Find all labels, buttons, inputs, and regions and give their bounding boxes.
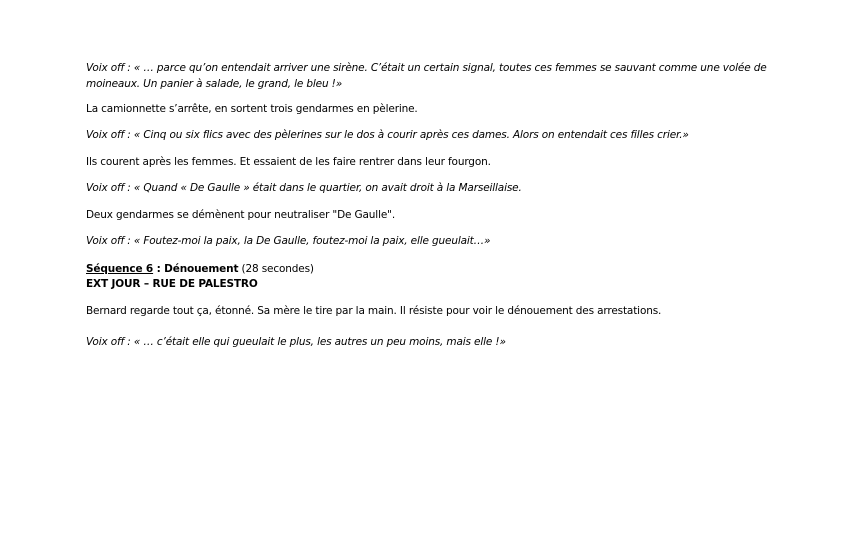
voiceover-line: Voix off : « … c’était elle qui gueulait le plus, les autres un peu moins, mais elle !»	[86, 336, 506, 348]
sequence-title: Dénouement	[164, 263, 239, 275]
action-line: Bernard regarde tout ça, étonné. Sa mère le tire par la main. Il résiste pour voir le dénouement des arrestations.	[86, 305, 662, 317]
sequence-separator: :	[153, 263, 165, 275]
action-line: Deux gendarmes se démènent pour neutraliser "De Gaulle".	[86, 209, 396, 221]
voiceover-line: Voix off : « Cinq ou six flics avec des pèlerines sur le dos à courir après ces dames. Alors on entendait ces filles crier.»	[86, 129, 689, 141]
action-line: Ils courent après les femmes. Et essaient de les faire rentrer dans leur fourgon.	[86, 156, 491, 168]
sequence-heading	[86, 261, 314, 277]
voiceover-line: Voix off : « Quand « De Gaulle » était dans le quartier, on avait droit à la Marseillaise.	[86, 182, 522, 194]
voiceover-line: Voix off : « Foutez-moi la paix, la De Gaulle, foutez-moi la paix, elle gueulait…»	[86, 235, 491, 247]
voiceover-line: Voix off : « … parce qu’on entendait arriver une sirène. C’était un certain signal, toutes ces femmes se sauvant comme une volée de moineaux. Un panier à salade, le grand, le bleu !»	[86, 62, 767, 90]
sequence-duration: (28 secondes)	[238, 263, 314, 275]
script-page	[86, 0, 776, 540]
action-line: La camionnette s’arrête, en sortent trois gendarmes en pèlerine.	[86, 103, 418, 115]
scene-location: EXT JOUR – RUE DE PALESTRO	[86, 278, 258, 290]
sequence-label: Séquence 6	[86, 263, 154, 275]
